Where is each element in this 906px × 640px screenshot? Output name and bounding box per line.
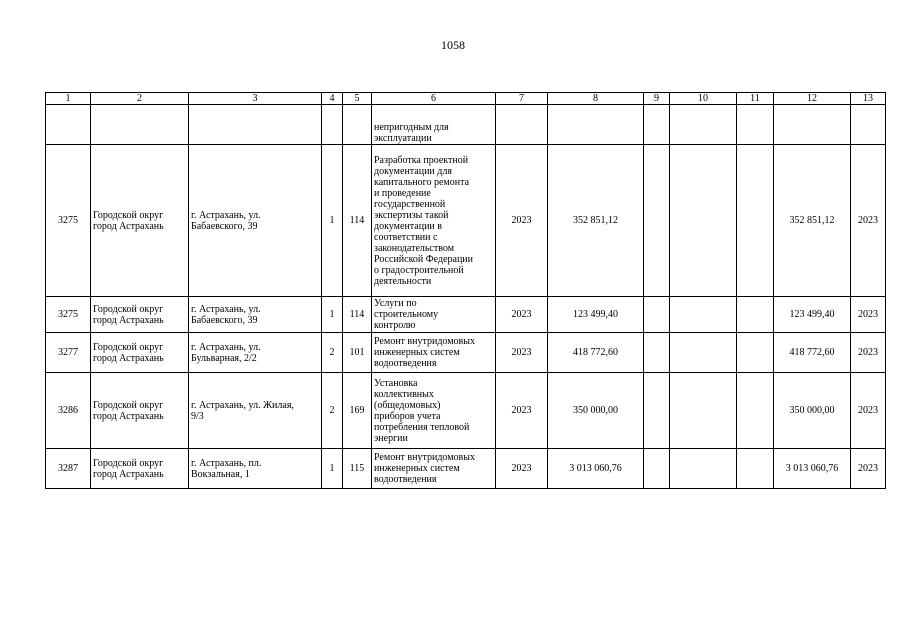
cell-year-end: 2023 — [851, 145, 886, 297]
cell-work-type: Услуги по строительному контролю — [372, 297, 496, 333]
cell-col11 — [737, 373, 774, 449]
cell-col4: 1 — [322, 145, 343, 297]
cell-cost: 123 499,40 — [548, 297, 644, 333]
cell-municipality: Городской округ город Астрахань — [91, 373, 189, 449]
column-number-8: 8 — [548, 93, 644, 105]
column-number-12: 12 — [774, 93, 851, 105]
cell-col9 — [644, 145, 670, 297]
cell-empty — [737, 105, 774, 145]
cell-work-type: Ремонт внутридомовых инженерных систем водоотведения — [372, 333, 496, 373]
column-number-11: 11 — [737, 93, 774, 105]
table-row — [46, 373, 886, 449]
cell-row-number: 3286 — [46, 373, 91, 449]
cell-col4: 1 — [322, 297, 343, 333]
column-number-header — [46, 93, 886, 105]
cell-empty — [91, 105, 189, 145]
cell-col9 — [644, 333, 670, 373]
cell-empty — [46, 105, 91, 145]
cell-year-end: 2023 — [851, 297, 886, 333]
cell-row-number: 3287 — [46, 449, 91, 489]
cell-work-type-continuation: непригодным для эксплуатации — [372, 105, 496, 145]
column-number-9: 9 — [644, 93, 670, 105]
cell-cost-total: 350 000,00 — [774, 373, 851, 449]
cell-cost-total: 3 013 060,76 — [774, 449, 851, 489]
cell-municipality: Городской округ город Астрахань — [91, 333, 189, 373]
cell-col10 — [670, 297, 737, 333]
cell-col4: 2 — [322, 373, 343, 449]
cell-row-number: 3275 — [46, 145, 91, 297]
cell-address: г. Астрахань, ул. Жилая, 9/3 — [189, 373, 322, 449]
cell-col5: 115 — [343, 449, 372, 489]
cell-empty — [670, 105, 737, 145]
column-number-5: 5 — [343, 93, 372, 105]
cell-year: 2023 — [496, 297, 548, 333]
cell-row-number: 3275 — [46, 297, 91, 333]
cell-work-type: Разработка проектной документации для капитального ремонта и проведение государственной экспертизы такой документации в соответствии с законодательством Российской Федерации о градостроительной деятельности — [372, 145, 496, 297]
cell-address: г. Астрахань, ул. Бабаевского, 39 — [189, 145, 322, 297]
cell-empty — [548, 105, 644, 145]
cell-empty — [851, 105, 886, 145]
cell-cost: 350 000,00 — [548, 373, 644, 449]
table-row — [46, 449, 886, 489]
cell-col11 — [737, 333, 774, 373]
cell-cost: 3 013 060,76 — [548, 449, 644, 489]
cell-col4: 1 — [322, 449, 343, 489]
cell-cost: 418 772,60 — [548, 333, 644, 373]
cell-col9 — [644, 297, 670, 333]
cell-col10 — [670, 333, 737, 373]
cell-empty — [644, 105, 670, 145]
cell-empty — [774, 105, 851, 145]
cell-col11 — [737, 145, 774, 297]
cell-empty — [189, 105, 322, 145]
table-row — [46, 333, 886, 373]
cell-col11 — [737, 449, 774, 489]
cell-year: 2023 — [496, 145, 548, 297]
cell-col5: 169 — [343, 373, 372, 449]
column-number-4: 4 — [322, 93, 343, 105]
continuation-row — [46, 105, 886, 145]
cell-address: г. Астрахань, ул. Бабаевского, 39 — [189, 297, 322, 333]
cell-col5: 101 — [343, 333, 372, 373]
cell-year-end: 2023 — [851, 333, 886, 373]
table-row — [46, 145, 886, 297]
cell-address: г. Астрахань, ул. Бульварная, 2/2 — [189, 333, 322, 373]
cell-col10 — [670, 145, 737, 297]
table-body — [46, 105, 886, 489]
cell-work-type: Ремонт внутридомовых инженерных систем водоотведения — [372, 449, 496, 489]
column-number-10: 10 — [670, 93, 737, 105]
cell-cost-total: 418 772,60 — [774, 333, 851, 373]
table-row — [46, 297, 886, 333]
column-number-2: 2 — [91, 93, 189, 105]
cell-col10 — [670, 373, 737, 449]
cell-col11 — [737, 297, 774, 333]
registry-table — [45, 92, 886, 489]
header-row — [46, 93, 886, 105]
cell-year-end: 2023 — [851, 373, 886, 449]
cell-work-type: Установка коллективных (общедомовых) приборов учета потребления тепловой энергии — [372, 373, 496, 449]
cell-municipality: Городской округ город Астрахань — [91, 297, 189, 333]
cell-col4: 2 — [322, 333, 343, 373]
column-number-6: 6 — [372, 93, 496, 105]
cell-cost-total: 352 851,12 — [774, 145, 851, 297]
cell-empty — [322, 105, 343, 145]
cell-year: 2023 — [496, 449, 548, 489]
cell-empty — [343, 105, 372, 145]
cell-year-end: 2023 — [851, 449, 886, 489]
cell-cost-total: 123 499,40 — [774, 297, 851, 333]
column-number-13: 13 — [851, 93, 886, 105]
column-number-1: 1 — [46, 93, 91, 105]
column-number-7: 7 — [496, 93, 548, 105]
cell-municipality: Городской округ город Астрахань — [91, 145, 189, 297]
cell-cost: 352 851,12 — [548, 145, 644, 297]
cell-year: 2023 — [496, 373, 548, 449]
cell-col5: 114 — [343, 145, 372, 297]
column-number-3: 3 — [189, 93, 322, 105]
page-number: 1058 — [441, 38, 465, 52]
cell-col9 — [644, 373, 670, 449]
cell-col10 — [670, 449, 737, 489]
cell-col9 — [644, 449, 670, 489]
cell-col5: 114 — [343, 297, 372, 333]
cell-municipality: Городской округ город Астрахань — [91, 449, 189, 489]
cell-row-number: 3277 — [46, 333, 91, 373]
cell-year: 2023 — [496, 333, 548, 373]
cell-address: г. Астрахань, пл. Вокзальная, 1 — [189, 449, 322, 489]
cell-empty — [496, 105, 548, 145]
